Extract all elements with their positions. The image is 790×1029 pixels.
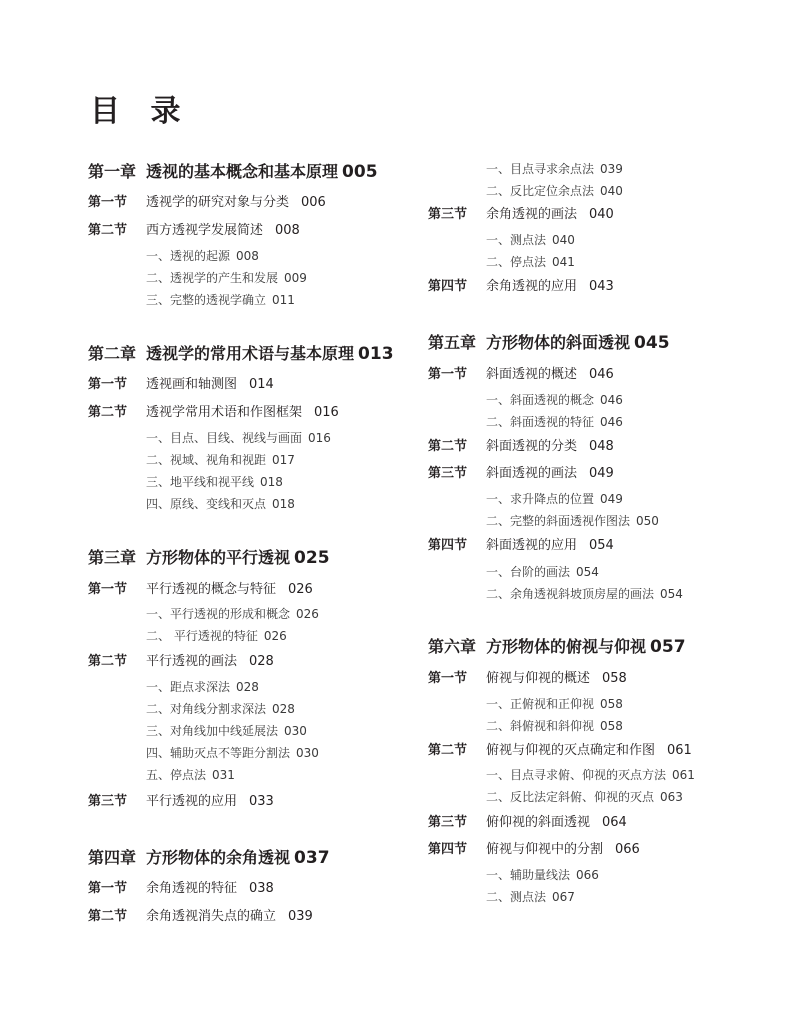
item-page-number: 009: [284, 271, 307, 285]
toc-section: [88, 196, 326, 209]
toc-section: [88, 406, 339, 419]
section-page-number: 039: [288, 909, 313, 924]
chapter-page-number: 025: [294, 548, 330, 568]
toc-item: [146, 476, 283, 488]
section-label: 第一节: [88, 582, 128, 597]
section-title: 斜面透视的概述: [486, 367, 578, 382]
toc-section: [88, 224, 300, 237]
toc-item: [146, 608, 319, 620]
section-label: 第二节: [88, 223, 128, 238]
item-page-number: 046: [600, 415, 623, 429]
toc-item: [486, 515, 659, 527]
item-title: 一、透视的起源: [146, 249, 231, 263]
chapter-page-number: 005: [342, 162, 378, 182]
section-title: 透视学常用术语和作图框架: [146, 405, 303, 420]
toc-chapter: [88, 850, 330, 867]
item-page-number: 050: [636, 514, 659, 528]
item-title: 三、地平线和视平线: [146, 475, 255, 489]
item-title: 一、目点、目线、视线与画面: [146, 431, 303, 445]
item-page-number: 054: [660, 587, 683, 601]
toc-item: [146, 498, 295, 510]
section-title: 斜面透视的分类: [486, 439, 578, 454]
item-page-number: 030: [296, 746, 319, 760]
section-page-number: 049: [589, 466, 614, 481]
section-label: 第三节: [428, 466, 468, 481]
item-page-number: 054: [576, 565, 599, 579]
item-page-number: 028: [236, 680, 259, 694]
toc-section: [428, 368, 614, 381]
toc-item: [486, 588, 683, 600]
section-page-number: 028: [249, 654, 274, 669]
section-title: 西方透视学发展简述: [146, 223, 264, 238]
chapter-title: 透视学的常用术语与基本原理: [146, 344, 355, 363]
toc-section: [428, 539, 614, 552]
item-page-number: 039: [600, 162, 623, 176]
toc-section: [428, 744, 692, 757]
section-label: 第三节: [428, 815, 468, 830]
section-label: 第二节: [88, 909, 128, 924]
item-title: 二、停点法: [486, 255, 547, 269]
section-title: 余角透视的画法: [486, 207, 578, 222]
item-title: 二、视域、视角和视距: [146, 453, 267, 467]
section-label: 第三节: [88, 794, 128, 809]
section-label: 第四节: [428, 842, 468, 857]
section-label: 第一节: [88, 195, 128, 210]
section-title: 平行透视的画法: [146, 654, 238, 669]
toc-section: [88, 378, 274, 391]
item-page-number: 061: [672, 768, 695, 782]
section-page-number: 026: [288, 582, 313, 597]
item-title: 二、斜俯视和斜仰视: [486, 719, 595, 733]
toc-item: [486, 493, 623, 505]
chapter-page-number: 057: [650, 637, 686, 657]
item-title: 一、求升降点的位置: [486, 492, 595, 506]
item-title: 一、距点求深法: [146, 680, 231, 694]
item-title: 一、目点寻求俯、仰视的灭点方法: [486, 768, 667, 782]
section-title: 透视学的研究对象与分类: [146, 195, 290, 210]
section-label: 第一节: [428, 671, 468, 686]
section-label: 第二节: [428, 743, 468, 758]
item-title: 一、台阶的画法: [486, 565, 571, 579]
section-page-number: 033: [249, 794, 274, 809]
item-page-number: 066: [576, 868, 599, 882]
item-page-number: 030: [284, 724, 307, 738]
chapter-label: 第四章: [88, 848, 137, 867]
item-title: 一、辅助量线法: [486, 868, 571, 882]
chapter-page-number: 037: [294, 848, 330, 868]
toc-section: [428, 467, 614, 480]
toc-item: [486, 698, 623, 710]
toc-item: [486, 769, 695, 781]
chapter-label: 第二章: [88, 344, 137, 363]
chapter-label: 第三章: [88, 548, 137, 567]
toc-section: [428, 816, 627, 829]
item-page-number: 008: [236, 249, 259, 263]
chapter-page-number: 013: [358, 344, 394, 364]
item-page-number: 031: [212, 768, 235, 782]
item-title: 三、完整的透视学确立: [146, 293, 267, 307]
item-title: 二、斜面透视的特征: [486, 415, 595, 429]
chapter-title: 方形物体的平行透视: [146, 548, 291, 567]
section-title: 俯视与仰视的灭点确定和作图: [486, 743, 656, 758]
item-page-number: 026: [263, 629, 287, 643]
item-title: 二、测点法: [486, 890, 547, 904]
section-title: 俯仰视的斜面透视: [486, 815, 591, 830]
section-page-number: 016: [314, 405, 339, 420]
section-label: 第二节: [428, 439, 468, 454]
section-title: 斜面透视的应用: [486, 538, 578, 553]
toc-item: [146, 432, 331, 444]
item-page-number: 017: [272, 453, 295, 467]
toc-item: [486, 234, 575, 246]
toc-item: [486, 394, 623, 406]
section-title: 余角透视的应用: [486, 279, 578, 294]
item-title: 二、余角透视斜坡顶房屋的画法: [486, 587, 655, 601]
item-title: 二、对角线分割求深法: [146, 702, 267, 716]
section-title: 平行透视的应用: [146, 794, 238, 809]
toc-item: [146, 630, 287, 642]
toc-section: [88, 882, 274, 895]
toc-item: [486, 416, 623, 428]
section-label: 第一节: [88, 881, 128, 896]
toc-item: [146, 454, 295, 466]
item-title: 三、对角线加中线延展法: [146, 724, 279, 738]
item-page-number: 058: [600, 697, 623, 711]
item-title: 五、停点法: [146, 768, 207, 782]
item-title: 二、 平行透视的特征: [146, 629, 258, 643]
toc-section: [428, 672, 627, 685]
toc-chapter: [88, 550, 330, 567]
toc-chapter: [88, 164, 378, 181]
toc-section: [88, 795, 274, 808]
chapter-label: 第一章: [88, 162, 137, 181]
section-title: 斜面透视的画法: [486, 466, 578, 481]
toc-item: [486, 891, 575, 903]
section-page-number: 061: [667, 743, 692, 758]
section-title: 俯视与仰视的概述: [486, 671, 591, 686]
item-title: 四、辅助灭点不等距分割法: [146, 746, 291, 760]
section-page-number: 048: [589, 439, 614, 454]
item-page-number: 040: [600, 184, 623, 198]
toc-item: [486, 256, 575, 268]
chapter-title: 透视的基本概念和基本原理: [146, 162, 339, 181]
section-title: 俯视与仰视中的分割: [486, 842, 604, 857]
toc-section: [88, 583, 313, 596]
item-title: 一、平行透视的形成和概念: [146, 607, 291, 621]
section-title: 透视画和轴测图: [146, 377, 238, 392]
item-title: 二、透视学的产生和发展: [146, 271, 279, 285]
toc-item: [146, 769, 235, 781]
section-page-number: 043: [589, 279, 614, 294]
item-page-number: 063: [660, 790, 683, 804]
toc-item: [146, 747, 319, 759]
item-page-number: 040: [552, 233, 575, 247]
item-title: 一、斜面透视的概念: [486, 393, 595, 407]
toc-section: [428, 280, 614, 293]
chapter-title: 方形物体的俯视与仰视: [486, 637, 647, 656]
toc-section: [88, 655, 274, 668]
item-page-number: 026: [296, 607, 319, 621]
item-title: 二、反比定位余点法: [486, 184, 595, 198]
toc-item: [146, 703, 295, 715]
chapter-label: 第五章: [428, 333, 477, 352]
item-page-number: 049: [600, 492, 623, 506]
toc-section: [428, 440, 614, 453]
toc-item: [486, 566, 599, 578]
section-page-number: 006: [301, 195, 326, 210]
section-label: 第一节: [88, 377, 128, 392]
item-title: 二、反比法定斜俯、仰视的灭点: [486, 790, 655, 804]
item-page-number: 011: [272, 293, 295, 307]
section-page-number: 008: [275, 223, 300, 238]
toc-item: [146, 681, 259, 693]
item-title: 一、目点寻求余点法: [486, 162, 595, 176]
item-title: 二、完整的斜面透视作图法: [486, 514, 631, 528]
section-title: 平行透视的概念与特征: [146, 582, 277, 597]
section-label: 第一节: [428, 367, 468, 382]
section-label: 第四节: [428, 279, 468, 294]
item-title: 一、正俯视和正仰视: [486, 697, 595, 711]
item-title: 四、原线、变线和灭点: [146, 497, 267, 511]
section-page-number: 014: [249, 377, 274, 392]
toc-item: [146, 294, 295, 306]
section-page-number: 046: [589, 367, 614, 382]
section-label: 第四节: [428, 538, 468, 553]
toc-section: [88, 910, 313, 923]
section-label: 第二节: [88, 405, 128, 420]
item-page-number: 018: [272, 497, 295, 511]
toc-chapter: [428, 335, 670, 352]
section-page-number: 040: [589, 207, 614, 222]
section-page-number: 038: [249, 881, 274, 896]
toc-item: [486, 720, 623, 732]
toc-item: [486, 869, 599, 881]
toc-item: [486, 185, 623, 197]
section-page-number: 054: [589, 538, 614, 553]
item-page-number: 028: [272, 702, 295, 716]
section-label: 第二节: [88, 654, 128, 669]
item-page-number: 016: [308, 431, 331, 445]
toc-item: [486, 791, 683, 803]
item-page-number: 018: [260, 475, 283, 489]
item-page-number: 046: [600, 393, 623, 407]
toc-item: [146, 725, 307, 737]
section-page-number: 066: [615, 842, 640, 857]
toc-chapter: [88, 346, 394, 363]
toc-section: [428, 843, 640, 856]
section-page-number: 058: [602, 671, 627, 686]
item-page-number: 067: [552, 890, 575, 904]
item-page-number: 058: [600, 719, 623, 733]
section-title: 余角透视消失点的确立: [146, 909, 277, 924]
toc-item: [146, 272, 307, 284]
section-title: 余角透视的特征: [146, 881, 238, 896]
toc-item: [486, 163, 623, 175]
toc-chapter: [428, 639, 686, 656]
chapter-title: 方形物体的斜面透视: [486, 333, 631, 352]
toc-section: [428, 208, 614, 221]
page-title: 目 录: [90, 94, 191, 129]
chapter-page-number: 045: [634, 333, 670, 353]
item-title: 一、测点法: [486, 233, 547, 247]
section-label: 第三节: [428, 207, 468, 222]
chapter-label: 第六章: [428, 637, 477, 656]
toc-item: [146, 250, 259, 262]
chapter-title: 方形物体的余角透视: [146, 848, 291, 867]
section-page-number: 064: [602, 815, 627, 830]
item-page-number: 041: [552, 255, 575, 269]
